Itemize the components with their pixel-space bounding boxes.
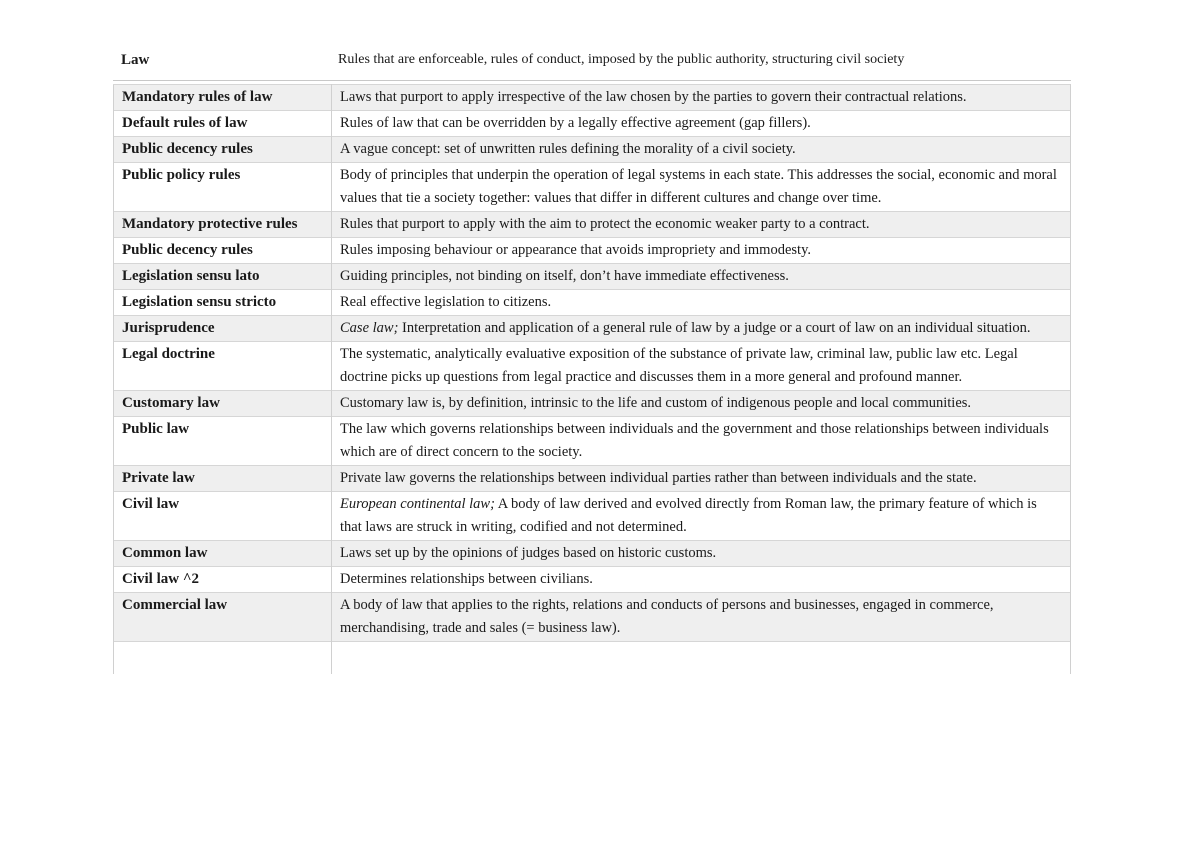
empty-definition-cell: [332, 642, 1071, 675]
definition-cell: [332, 290, 1071, 316]
term-cell: Legislation sensu stricto: [114, 290, 332, 316]
definition-text: A body of law derived and evolved directly from Roman law, the primary feature of which is that laws are struck in writing, codified and not determined.: [340, 496, 1037, 535]
table-row: [114, 541, 1071, 567]
definition-cell: [332, 391, 1071, 417]
definition-cell: [332, 567, 1071, 593]
term-cell: Legal doctrine: [114, 342, 332, 391]
term-cell: Mandatory protective rules: [114, 212, 332, 238]
term-cell: Mandatory rules of law: [114, 85, 332, 111]
term-cell: Public policy rules: [114, 163, 332, 212]
definition-cell: [332, 111, 1071, 137]
table-row: [114, 212, 1071, 238]
empty-term-cell: [114, 642, 332, 675]
table-row: [114, 163, 1071, 212]
definition-text: Interpretation and application of a general rule of law by a judge or a court of law on an individual situation.: [398, 320, 1031, 336]
definition-cell: [332, 212, 1071, 238]
glossary-page: [113, 48, 1071, 674]
term-cell: Commercial law: [114, 593, 332, 642]
definition-text: Body of principles that underpin the operation of legal systems in each state. This addresses the social, economic and moral values that tie a society together: values that differ in different cultures and change over time.: [340, 167, 1057, 206]
table-row: [114, 492, 1071, 541]
table-row: [114, 85, 1071, 111]
term-cell: Private law: [114, 466, 332, 492]
empty-row: [114, 642, 1071, 675]
table-row: [114, 316, 1071, 342]
definition-text: Private law governs the relationships between individual parties rather than between individuals and the state.: [340, 470, 977, 486]
definition-lead: Case law;: [340, 320, 399, 336]
definition-text: The law which governs relationships between individuals and the government and those relationships between individuals which are of direct concern to the society.: [340, 421, 1049, 460]
table-row: [114, 290, 1071, 316]
glossary-table: [113, 84, 1071, 674]
table-row: [114, 342, 1071, 391]
table-row: [114, 111, 1071, 137]
definition-text: A body of law that applies to the rights, relations and conducts of persons and businesses, engaged in commerce, merchandising, trade and sales (= business law).: [340, 597, 994, 636]
definition-text: Laws set up by the opinions of judges based on historic customs.: [340, 545, 717, 561]
definition-text: Rules that purport to apply with the aim to protect the economic weaker party to a contract.: [340, 216, 870, 232]
definition-cell: [332, 316, 1071, 342]
term-cell: Civil law: [114, 492, 332, 541]
definition-text: Rules imposing behaviour or appearance that avoids impropriety and immodesty.: [340, 242, 812, 258]
definition-cell: [332, 593, 1071, 642]
header-definition: Rules that are enforceable, rules of conduct, imposed by the public authority, structuring civil society: [338, 52, 905, 67]
term-cell: Civil law ^2: [114, 567, 332, 593]
definition-text: Rules of law that can be overridden by a legally effective agreement (gap fillers).: [340, 115, 811, 131]
definition-cell: [332, 137, 1071, 163]
definition-cell: [332, 417, 1071, 466]
term-cell: Common law: [114, 541, 332, 567]
table-row: [114, 238, 1071, 264]
table-row: [114, 466, 1071, 492]
definition-text: Laws that purport to apply irrespective of the law chosen by the parties to govern their contractual relations.: [340, 89, 967, 105]
glossary-table-body: [114, 85, 1071, 675]
definition-text: The systematic, analytically evaluative exposition of the substance of private law, criminal law, public law etc. Legal doctrine picks up questions from legal practice and discusses them in a more general and profound manner.: [340, 346, 1018, 385]
definition-text: Guiding principles, not binding on itself, don’t have immediate effectiveness.: [340, 268, 789, 284]
term-cell: Default rules of law: [114, 111, 332, 137]
table-row: [114, 417, 1071, 466]
definition-cell: [332, 264, 1071, 290]
definition-cell: [332, 342, 1071, 391]
table-row: [114, 137, 1071, 163]
term-cell: Public decency rules: [114, 137, 332, 163]
table-row: [114, 391, 1071, 417]
header-divider: [113, 80, 1071, 81]
definition-cell: [332, 85, 1071, 111]
term-cell: Jurisprudence: [114, 316, 332, 342]
term-cell: Public decency rules: [114, 238, 332, 264]
table-row: [114, 593, 1071, 642]
definition-text: Customary law is, by definition, intrinsic to the life and custom of indigenous people and local communities.: [340, 395, 972, 411]
definition-lead: European continental law;: [340, 496, 495, 512]
definition-cell: [332, 541, 1071, 567]
definition-text: Determines relationships between civilians.: [340, 571, 593, 587]
definition-text: A vague concept: set of unwritten rules defining the morality of a civil society.: [340, 141, 796, 157]
definition-cell: [332, 163, 1071, 212]
definition-cell: [332, 238, 1071, 264]
term-cell: Legislation sensu lato: [114, 264, 332, 290]
table-row: [114, 264, 1071, 290]
term-cell: Customary law: [114, 391, 332, 417]
table-row: [114, 567, 1071, 593]
definition-cell: [332, 492, 1071, 541]
definition-cell: [332, 466, 1071, 492]
term-cell: Public law: [114, 417, 332, 466]
header-row: [113, 48, 1071, 80]
definition-text: Real effective legislation to citizens.: [340, 294, 552, 310]
header-term: Law: [121, 52, 150, 68]
